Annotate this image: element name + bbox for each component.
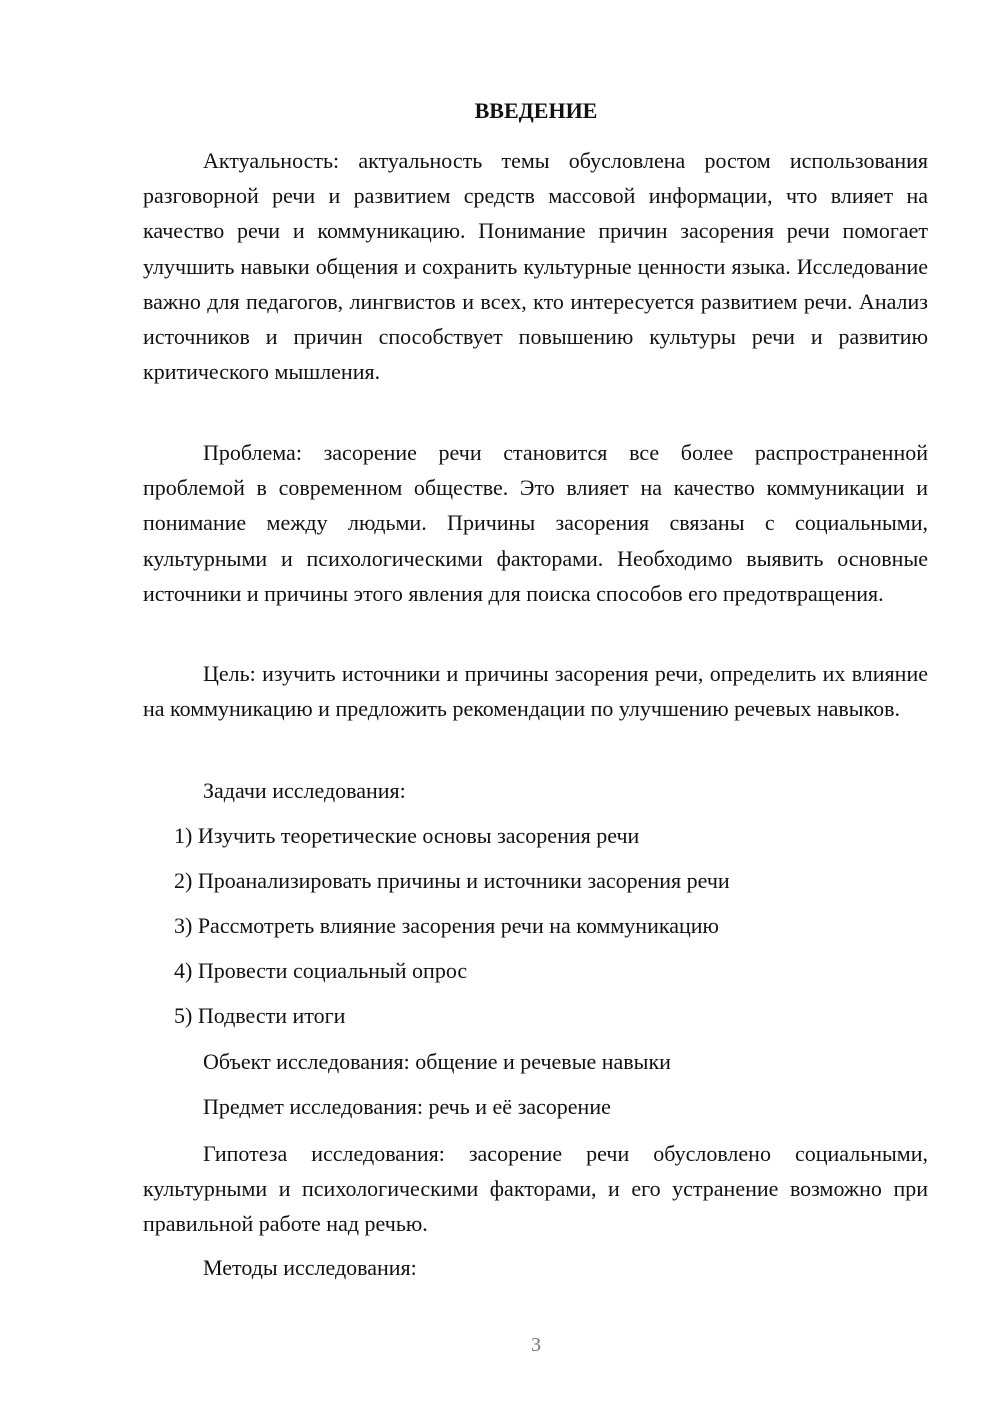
page-number: 3 xyxy=(531,1334,541,1356)
goal-paragraph: Цель: изучить источники и причины засорения речи, определить их влияние на коммуникацию и предложить рекомендации по улучшению речевых навыков. xyxy=(143,661,928,722)
task-item-1: 1) Изучить теоретические основы засорения речи xyxy=(174,823,640,848)
task-item-5: 5) Подвести итоги xyxy=(174,1003,346,1028)
task-item-2: 2) Проанализировать причины и источники засорения речи xyxy=(174,868,730,893)
task-item-4: 4) Провести социальный опрос xyxy=(174,958,468,983)
research-subject: Предмет исследования: речь и её засорение xyxy=(203,1094,611,1119)
relevance-paragraph: Актуальность: актуальность темы обусловлена ростом использования разговорной речи и развитием средств массовой информации, что влияет на качество речи и коммуникацию. Понимание причин засорения речи помогает улучшить навыки общения и сохранить культурные ценности языка. Исследование важно для педагогов, лингвистов и всех, кто интересуется развитием речи. Анализ источников и причин способствует повышению культуры речи и развитию критического мышления. xyxy=(143,148,928,385)
task-item-3: 3) Рассмотреть влияние засорения речи на коммуникацию xyxy=(174,913,719,938)
tasks-heading: Задачи исследования: xyxy=(203,778,406,803)
problem-paragraph: Проблема: засорение речи становится все более распространенной проблемой в современном обществе. Это влияет на качество коммуникации и понимание между людьми. Причины засорения связаны с социальными, культурными и психологическими факторами. Необходимо выявить основные источники и причины этого явления для поиска способов его предотвращения. xyxy=(143,440,928,606)
research-object: Объект исследования: общение и речевые навыки xyxy=(203,1049,671,1074)
hypothesis-paragraph: Гипотеза исследования: засорение речи обусловлено социальными, культурными и психологическими факторами, и его устранение возможно при правильной работе над речью. xyxy=(143,1141,928,1237)
page-title: ВВЕДЕНИЕ xyxy=(474,98,598,123)
methods-heading: Методы исследования: xyxy=(203,1255,417,1280)
